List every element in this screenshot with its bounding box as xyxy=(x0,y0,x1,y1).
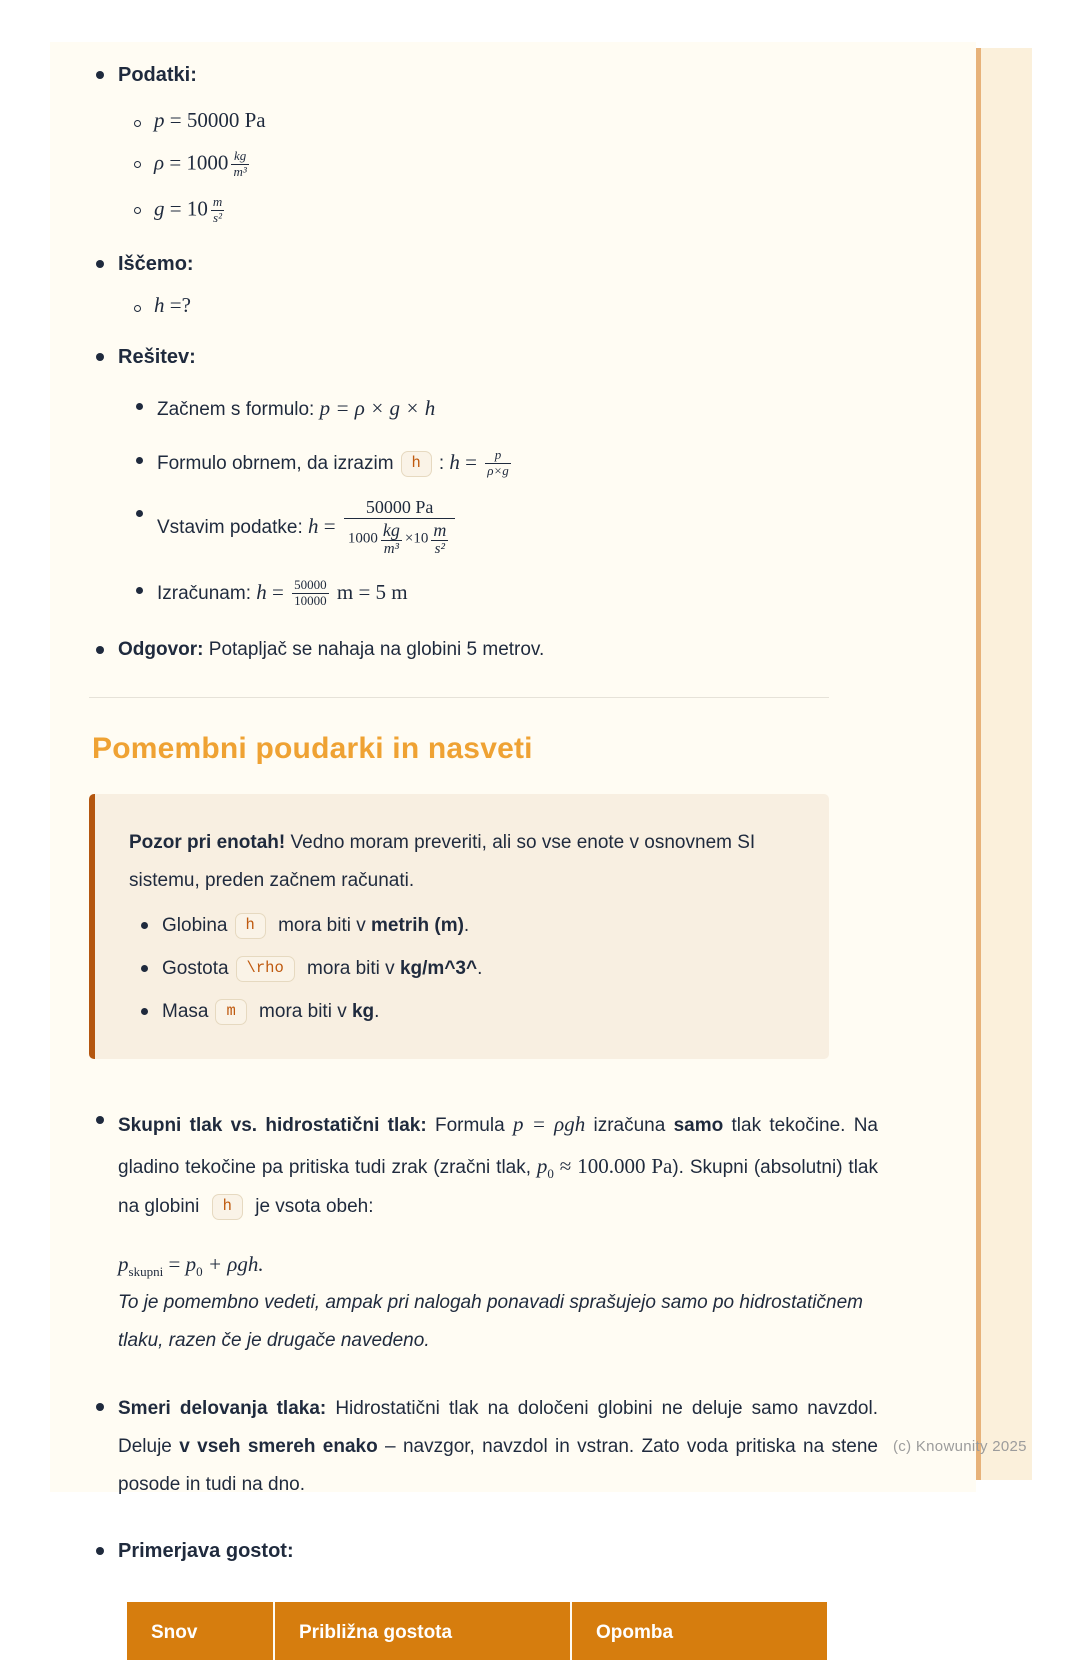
unit-fraction: $\frac{m}{\text{s²}}$ xyxy=(212,194,223,225)
item-text: mora biti v xyxy=(272,915,372,937)
math-expression: $p_0 \approx 100.000$ Pa xyxy=(536,1153,673,1181)
bullet-icon xyxy=(136,457,143,464)
unit-fraction: $\frac{kg}{\text{m³}}$ xyxy=(382,520,400,558)
unit-fraction: $\frac{kg}{\text{m³}}$ xyxy=(233,148,247,179)
circle-bullet-icon xyxy=(134,207,141,214)
item-text: Gostota xyxy=(162,958,229,980)
bullet-icon xyxy=(96,1116,104,1124)
list-item xyxy=(95,58,878,92)
callout-lead-text: Vedno moram preveriti, ali so vse enote v osnovnem SI sistemu, preden začnem računati. xyxy=(129,832,756,892)
fraction: $\frac{50000}{10000}$ xyxy=(294,577,327,608)
paragraph-bold: Smeri delovanja tlaka: xyxy=(118,1397,327,1419)
circle-bullet-icon xyxy=(134,305,141,312)
unit-fraction: $\frac{m}{\text{s²}}$ xyxy=(433,520,447,558)
list-item xyxy=(95,247,878,281)
bullet-icon xyxy=(96,1403,104,1411)
step-text: : xyxy=(438,452,450,474)
bullet-icon xyxy=(136,587,143,594)
bullet-icon xyxy=(141,922,148,929)
math-expression: h = $\frac{50000}{10000}$ m = 5 m xyxy=(256,577,408,608)
section-odgovor xyxy=(95,633,878,667)
odgovor-text: Potapljač se nahaja na globini 5 metrov. xyxy=(203,639,545,661)
watermark: (c) Knowunity 2025 xyxy=(893,1438,1027,1455)
column-header-snov: Snov xyxy=(127,1602,274,1660)
paragraph-bold: samo xyxy=(673,1114,724,1136)
solution-step-4 xyxy=(95,574,878,611)
item-text: . xyxy=(477,958,483,980)
bullet-icon xyxy=(136,510,143,517)
callout-item-gostota xyxy=(129,952,795,986)
step-text: Vstavim podatke: xyxy=(157,517,309,539)
code-chip-rho: \rho xyxy=(236,956,295,982)
section-iscemo xyxy=(95,247,878,318)
list-item xyxy=(95,108,878,133)
bullet-icon xyxy=(136,403,143,410)
list-item xyxy=(95,340,878,374)
section-divider xyxy=(89,697,829,698)
bullet-icon xyxy=(96,260,104,268)
step-text: Izračunam: xyxy=(157,583,257,605)
section-skupni-tlak xyxy=(95,1103,878,1360)
callout-lead-bold: Pozor pri enotah! xyxy=(129,832,286,854)
solution-step-2 xyxy=(95,444,878,481)
densities-table xyxy=(127,1602,827,1673)
item-bold: metrih (m) xyxy=(371,915,464,937)
resitev-title: Rešitev: xyxy=(118,346,196,369)
section-smeri xyxy=(95,1390,878,1504)
math-expression: p = ρ × g × h xyxy=(319,396,436,421)
formula-g: g = 10 $\frac{m}{\text{s²}}$ xyxy=(154,194,223,225)
code-chip-m: m xyxy=(215,999,246,1025)
math-expression: h = 50000 Pa 1000 $\frac{kg}{\text{m³}}$ ×10 $\frac{m}{\text{s²}}$ xyxy=(308,515,458,538)
smeri-paragraph: Smeri delovanja tlaka: Hidrostatični tlak na določeni globini ne deluje samo navzdol. Deluje v vseh smereh enako – navzgor, navzdol in vstran. Zato voda pritiska na stene posode in tudi na dno. xyxy=(118,1397,878,1495)
solution-step-3 xyxy=(95,497,878,558)
skupni-paragraph: Skupni tlak vs. hidrostatični tlak: Formula p = ρgh izračuna samo tlak tekočine. Na gladino tekočine pa pritiska tudi zrak (zračni tlak, $p_0 \approx 100.000$ Pa). Skupni (absolutni) tlak na globini h je vsota obeh: xyxy=(118,1103,878,1226)
list-item xyxy=(95,195,878,225)
primerjava-title: Primerjava gostot: xyxy=(118,1539,294,1562)
section-resitev xyxy=(95,340,878,611)
total-pressure-formula: $p_{skupni} = p_0 + \rho gh$. xyxy=(118,1251,264,1279)
fraction: 50000 Pa 1000 $\frac{kg}{\text{m³}}$ ×10 $\frac{m}{\text{s²}}$ xyxy=(344,497,455,558)
italic-note: To je pomembno vedeti, ampak pri nalogah ponavadi sprašujejo samo po hidrostatičnem tlaku, razen če je drugače navedeno. xyxy=(118,1291,863,1351)
circle-bullet-icon xyxy=(134,161,141,168)
table-row xyxy=(127,1660,827,1673)
callout-item-globina xyxy=(129,909,795,943)
bullet-icon xyxy=(96,71,104,79)
step-text: Začnem s formulo: xyxy=(157,399,320,421)
bullet-icon xyxy=(96,646,104,654)
document-page xyxy=(50,42,976,1643)
bullet-icon xyxy=(141,965,148,972)
next-page-edge xyxy=(976,48,1032,1480)
fraction: $\frac{p}{\rho\times g}$ xyxy=(487,446,509,478)
item-text: Masa xyxy=(162,1000,209,1022)
paragraph-bold: v vseh smereh enako xyxy=(179,1435,378,1457)
code-chip-h: h xyxy=(401,451,432,477)
formula-rho: ρ = 1000 $\frac{kg}{\text{m³}}$ xyxy=(154,148,247,179)
item-text: mora biti v xyxy=(253,1000,352,1022)
warning-callout xyxy=(89,794,829,1058)
odgovor-label: Odgovor: xyxy=(118,639,204,661)
formula-h-unknown: h =? xyxy=(154,293,191,318)
item-text: . xyxy=(374,1000,380,1022)
bullet-icon xyxy=(96,353,104,361)
code-chip-h: h xyxy=(235,913,266,939)
callout-item-masa xyxy=(129,995,795,1029)
item-text: mora biti v xyxy=(301,958,400,980)
solution-step-1 xyxy=(95,390,878,427)
paragraph-bold: Skupni tlak vs. hidrostatični tlak: xyxy=(118,1114,427,1136)
table-header-row xyxy=(127,1602,827,1660)
column-header-gostota: Približna gostota xyxy=(274,1602,571,1660)
list-item xyxy=(95,293,878,318)
formula-p: p = 50000 Pa xyxy=(154,108,266,132)
bullet-icon xyxy=(141,1008,148,1015)
item-text: Globina xyxy=(162,915,228,937)
circle-bullet-icon xyxy=(134,120,141,127)
math-expression: p = ρgh xyxy=(512,1111,586,1136)
section-primerjava xyxy=(95,1534,878,1568)
math-expression: h = $\frac{p}{\rho\times g}$ xyxy=(449,446,509,478)
iscemo-title: Iščemo: xyxy=(118,253,194,276)
section-heading: Pomembni poudarki in nasveti xyxy=(92,732,533,766)
column-header-opomba: Opomba xyxy=(571,1602,827,1660)
item-bold: kg xyxy=(351,1000,375,1022)
bullet-icon xyxy=(96,1547,104,1555)
step-text: Formulo obrnem, da izrazim xyxy=(157,452,394,474)
podatki-title: Podatki: xyxy=(118,64,197,86)
code-chip-h: h xyxy=(212,1194,243,1220)
item-bold: kg/m^3^ xyxy=(399,958,478,980)
list-item xyxy=(95,149,878,179)
item-text: . xyxy=(463,915,470,937)
section-podatki xyxy=(95,58,878,225)
